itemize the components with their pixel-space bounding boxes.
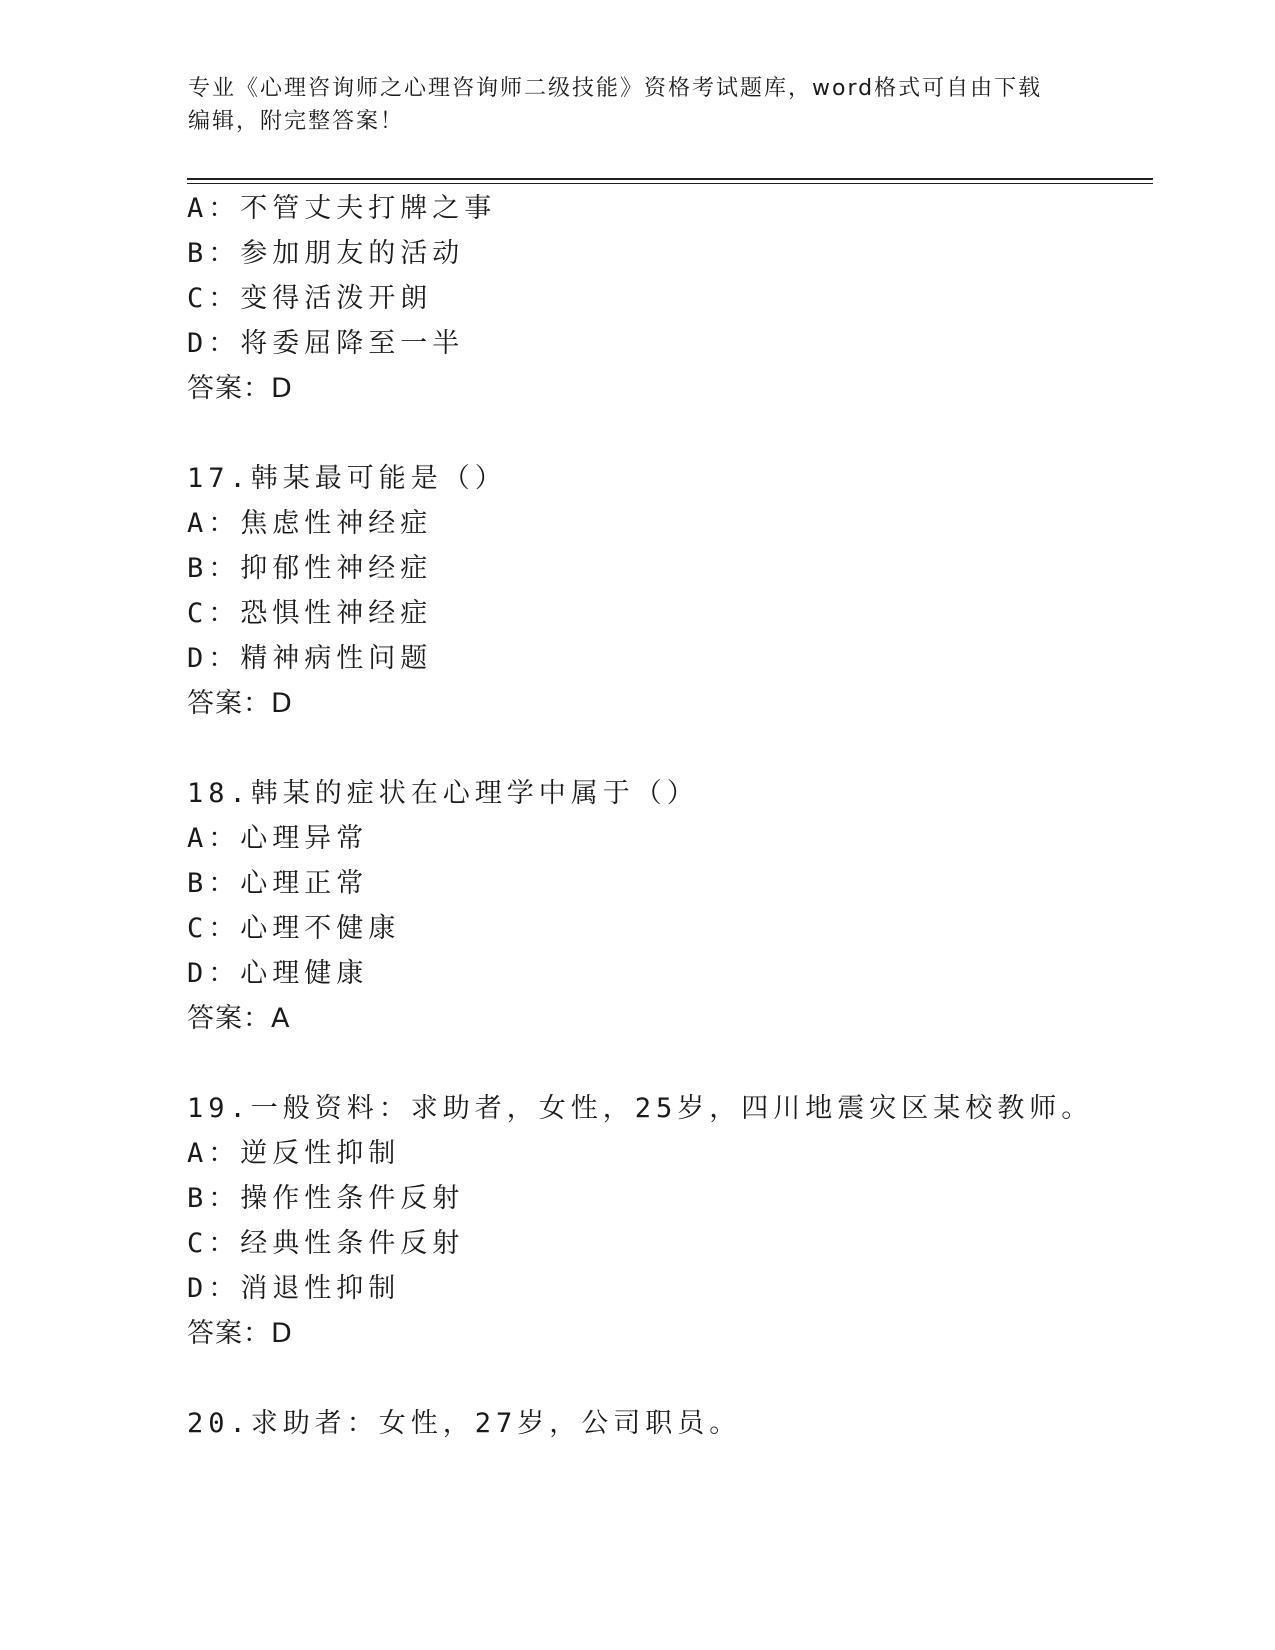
q18-option-b: B：心理正常 (187, 868, 369, 899)
q17-option-c: C：恐惧性神经症 (187, 598, 433, 629)
q17-option-b: B：抑郁性神经症 (187, 553, 433, 584)
q17-option-d: D：精神病性问题 (187, 643, 433, 674)
q17-stem: 17.韩某最可能是（） (187, 463, 507, 494)
q16-answer: 答案：D (187, 373, 293, 404)
intro-line-2: 编辑，附完整答案！ (188, 109, 405, 134)
q18-option-c: C：心理不健康 (187, 913, 401, 944)
q16-option-c: C：变得活泼开朗 (187, 283, 433, 314)
intro-line-1: 专业《心理咨询师之心理咨询师二级技能》资格考试题库，word格式可自由下载 (188, 76, 1043, 101)
q18-answer: 答案：A (187, 1003, 291, 1034)
q19-option-a: A：逆反性抑制 (187, 1138, 401, 1169)
q19-answer: 答案：D (187, 1318, 293, 1349)
q19-option-c: C：经典性条件反射 (187, 1228, 465, 1259)
q17-answer: 答案：D (187, 688, 293, 719)
q20-stem: 20.求助者：女性，27岁，公司职员。 (187, 1408, 742, 1439)
q18-option-d: D：心理健康 (187, 958, 369, 989)
q18-stem: 18.韩某的症状在心理学中属于（） (187, 778, 699, 809)
q18-option-a: A：心理异常 (187, 823, 369, 854)
q16-option-d: D：将委屈降至一半 (187, 328, 465, 359)
q16-option-b: B：参加朋友的活动 (187, 238, 465, 269)
q17-option-a: A：焦虑性神经症 (187, 508, 433, 539)
q19-stem: 19.一般资料：求助者，女性，25岁，四川地震灾区某校教师。 (187, 1093, 1094, 1124)
q19-option-b: B：操作性条件反射 (187, 1183, 465, 1214)
q16-option-a: A：不管丈夫打牌之事 (187, 193, 497, 224)
document-intro (188, 72, 1088, 138)
header-divider (187, 178, 1153, 184)
q19-option-d: D：消退性抑制 (187, 1273, 401, 1304)
